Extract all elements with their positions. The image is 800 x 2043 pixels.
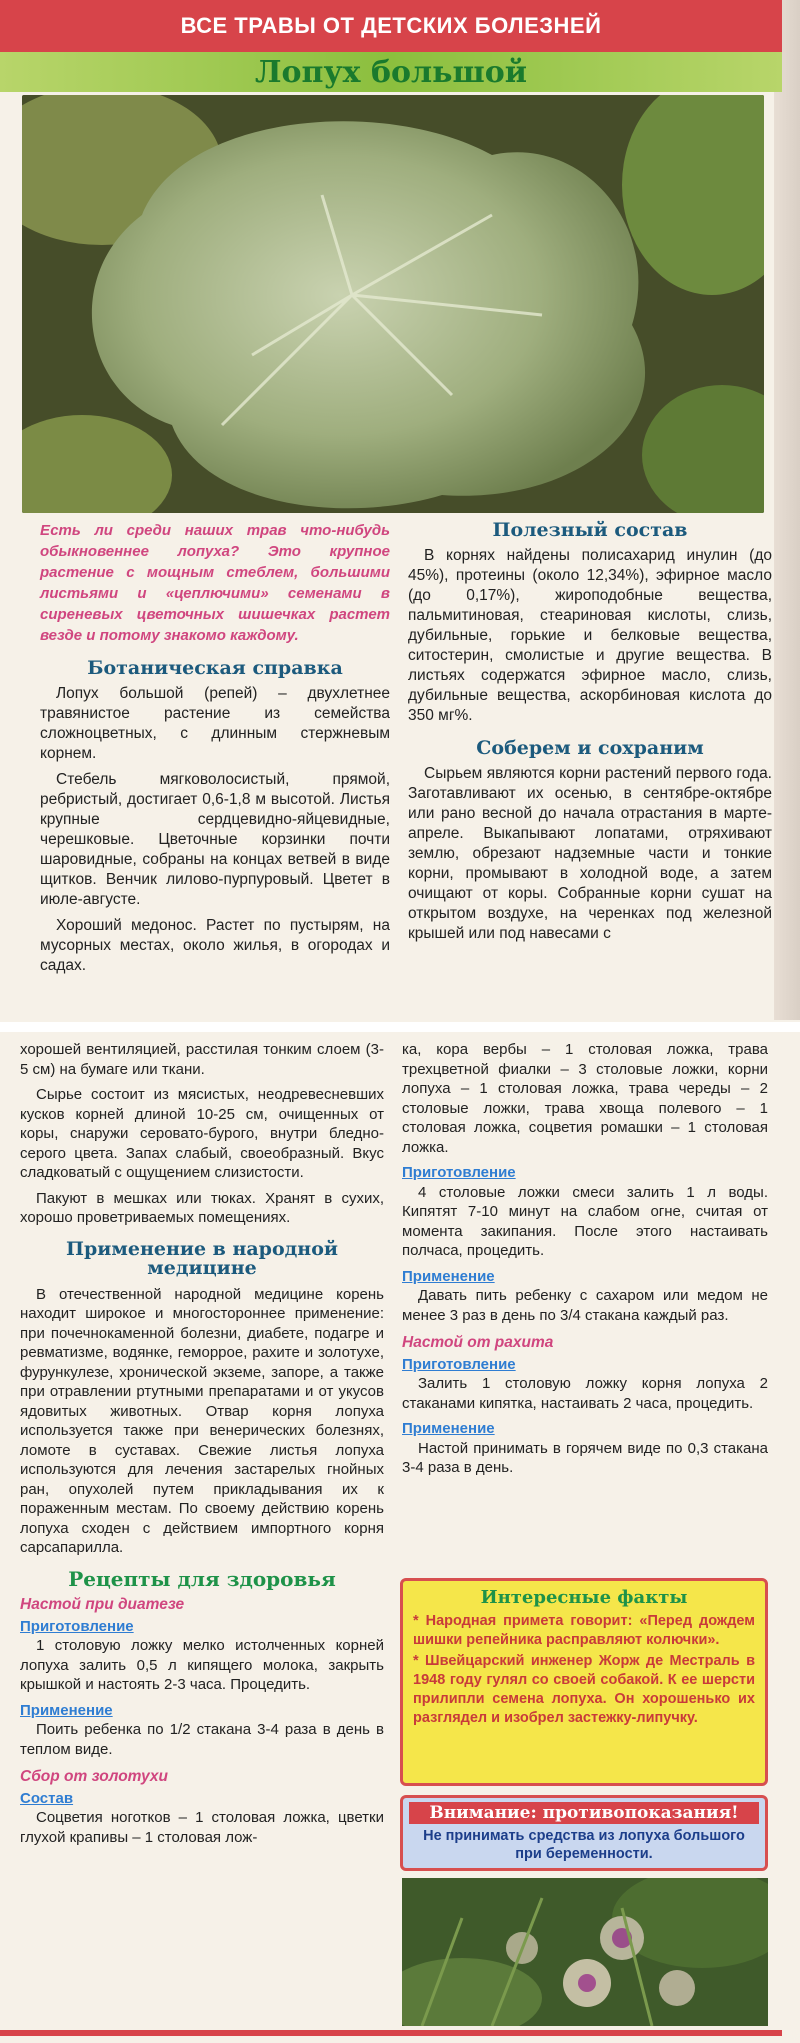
botanical-p3: Хороший медонос. Растет по пустырям, на мусорных местах, около жилья, в огородах и садах.: [40, 917, 390, 974]
botanical-p2: Стебель мягковолосистый, прямой, ребристый, достигает 0,6-1,8 м высотой. Листья крупные сердцевидно-яйцевидные, черешковые. Цветочные корзинки почти шаровидные, собраны на концах ветвей в виде щитков. Венчик лилово-пурпуровый. Цветет в июле-августе.: [40, 771, 390, 908]
composition-p1: В корнях найдены полисахарид инулин (до 45%), протеины (около 12,34%), эфирное масло (до 0,17%), жироподобные вещества, пальмитиновая, стеариновая кислоты, слизь, дубильные, горькие и белковые вещества, ситостерин, смолистые и другие вещества. В листьях содержатся эфирное масло, слизь, дубильные вещества, аскорбиновая кислота до 350 мг%.: [408, 547, 772, 724]
recipe2-prep: 4 столовые ложки смеси залить 1 л воды. Кипятят 7-10 минут на слабом огне, считая от момента закипания. После этого настаивать полчаса, процедить.: [402, 1183, 768, 1259]
botanical-p1: Лопух большой (репей) – двухлетнее травянистое растение из семейства сложноцветных, с длинным стержневым корнем.: [40, 685, 390, 762]
recipe1-use: Поить ребенка по 1/2 стакана 3-4 раза в день в теплом виде.: [20, 1721, 384, 1758]
recipe2-comp-label: Состав: [20, 1789, 74, 1807]
botanical-heading: Ботаническая справка: [87, 657, 343, 679]
recipe2-use: Давать пить ребенку с сахаром или медом не менее 3 раз в день по 3/4 стакана каждый раз.: [402, 1287, 768, 1324]
rubric-title: ВСЕ ТРАВЫ ОТ ДЕТСКИХ БОЛЕЗНЕЙ: [180, 13, 602, 38]
recipe2-use-label: Применение: [402, 1267, 495, 1285]
composition-heading: Полезный состав: [492, 519, 688, 541]
rubric-band: [0, 0, 782, 52]
collect-p1: Сырьем являются корни растений первого года. Заготавливают их осенью, в сентябре-октябре или рано весной до начала отрастания в марте-апреле. Выкапывают лопатами, отряхивают землю, обрезают надземные части и тонкие корни, промывают в холодной воде, а затем очищают от коры. Собранные корни сушат на открытом воздухе, на черенках под железной крышей или под навесами с: [408, 765, 772, 942]
intro-text: Есть ли среди наших трав что-нибудь обыкновеннее лопуха? Это крупное растение с мощным стеблем, большими листьями и «цеплючими» семенами в сиреневых цветочных шишечках растет везде и потому знакомо каждому.: [40, 522, 390, 644]
folk-p1: В отечественной народной медицине корень находит широкое и многостороннее применение: при почечнокаменной болезни, диабете, подагре и ревматизме, водянке, геморрое, рахите и золотухе, фурункулезе, хронической экземе, запоре, а также при отравлении ртутными препаратами и от укусов ядовитых животных. Отвар корня лопуха используется также при венерических болезнях, ломоте в суставах. Свежие листья лопуха используются для лечения застарелых гнойных ран, опухолей путем прикладывания их к пораженным местам. По своему действию корень лопуха сходен с действием импортного корня сарсапарилла.: [20, 1285, 384, 1556]
recipe3-use-label: Применение: [402, 1420, 495, 1437]
recipe3-prep: Залить 1 столовую ложку корня лопуха 2 стаканами кипятка, настаивать 2 часа, процедить.: [402, 1375, 768, 1412]
recipe3-prep-label: Приготовление: [402, 1355, 516, 1373]
recipe3-use: Настой принимать в горячем виде по 0,3 стакана 3-4 раза в день.: [402, 1439, 768, 1476]
lower-right-column: [402, 1040, 768, 1484]
upper-right-column: [408, 520, 772, 950]
fact-2: * Швейцарский инженер Жорж де Местраль в 1948 году гулял со своей собакой. К ее шерсти прилипли семена лопуха. Он хорошенько их разглядел и изобрел застежку-липучку.: [413, 1653, 755, 1726]
interesting-facts-box: [400, 1578, 768, 1786]
recipe1-title: Настой при диатезе: [20, 1596, 185, 1613]
folk-medicine-heading: Применение в народной медицине: [66, 1237, 338, 1279]
facts-heading: Интересные факты: [480, 1587, 688, 1608]
contraindications-box: [400, 1795, 768, 1871]
lower-left-column: [20, 1040, 384, 1853]
recipe2-title: Сбор от золотухи: [20, 1768, 168, 1785]
page-edge: [774, 0, 800, 1020]
warning-text: Не принимать средства из лопуха большого при беременности.: [423, 1828, 745, 1862]
bottom-rule: [0, 2030, 782, 2036]
article-title: Лопух большой: [254, 54, 528, 90]
recipe1-prep-label: Приготовление: [20, 1617, 134, 1635]
burdock-leaf-photo: [22, 95, 764, 513]
recipe3-title: Настой от рахита: [402, 1334, 554, 1351]
fact-1: * Народная примета говорит: «Перед дождем шишки репейника расправляют колючки».: [413, 1613, 755, 1648]
recipes-heading: Рецепты для здоровья: [68, 1566, 336, 1591]
page-separator: [0, 1022, 800, 1032]
lower-p2: Сырье состоит из мясистых, неодревесневших кусков корней длиной 10-25 см, очищенных от коры, снаружи серовато-бурого, внутри бледно-серого цвета. Запах слабый, своеобразный. Вкус сладковатый с ощущением слизистости.: [20, 1086, 384, 1181]
burdock-flowers-photo: [402, 1878, 768, 2026]
lower-p3: Пакуют в мешках или тюках. Хранят в сухих, хорошо проветриваемых помещениях.: [20, 1189, 384, 1226]
collect-heading: Соберем и сохраним: [476, 737, 704, 759]
upper-left-column: [40, 520, 390, 982]
recipe1-prep: 1 столовую ложку мелко истолченных корней лопуха залить 0,5 л кипящего молока, закрыть крышкой и настоять 2-3 часа. Процедить.: [20, 1637, 384, 1693]
lower-p1: хорошей вентиляцией, расстилая тонким слоем (3-5 см) на бумаге или ткани.: [20, 1041, 384, 1078]
title-band: [0, 52, 782, 92]
recipe1-use-label: Применение: [20, 1701, 113, 1719]
recipe2-comp: Соцветия ноготков – 1 столовая ложка, цветки глухой крапивы – 1 столовая лож-: [20, 1809, 384, 1846]
recipe2-prep-label: Приготовление: [402, 1164, 516, 1181]
lower-right-p1: ка, кора вербы – 1 столовая ложка, трава трехцветной фиалки – 3 столовые ложки, корни лопуха – 1 столовая ложка, трава череды – 2 столовые ложки, трава хвоща полевого – 1 столовая ложка, соцветия ромашки – 1 столовая ложка.: [402, 1041, 768, 1156]
warning-heading: Внимание: противопоказания!: [409, 1802, 759, 1824]
